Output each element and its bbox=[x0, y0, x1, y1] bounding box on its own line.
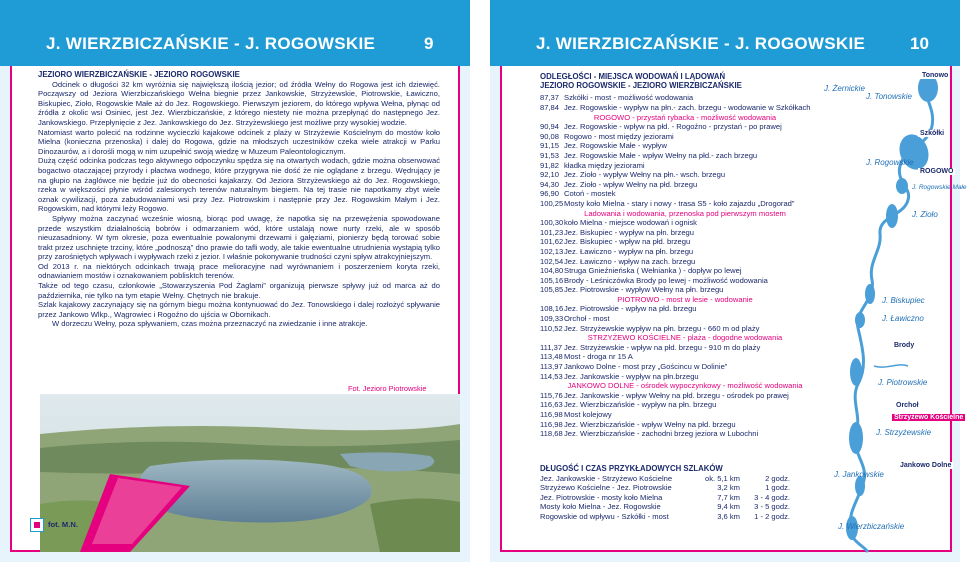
distance-km: 91,53 bbox=[540, 150, 560, 160]
paragraph: Także od tego czasu, członkowie „Stowarzyszenia Pod Żaglami” organizują pierwsze spływy już od marca aż do października, nie tylko na tym etapie Wełny. Chętnych nie brakuje. bbox=[38, 281, 440, 300]
distance-text: PIOTROWO - most w lesie - wodowanie bbox=[617, 294, 753, 304]
distance-km: 101,62 bbox=[540, 237, 564, 247]
distance-km: 91,15 bbox=[540, 141, 560, 151]
river-map bbox=[808, 66, 967, 552]
route-route: Jez. Jankowskie - Strzyżewo Kościelne bbox=[540, 473, 673, 483]
distance-km: 101,23 bbox=[540, 227, 564, 237]
distance-text: koło Mielna - miejsce wodowań i ognisk bbox=[564, 218, 697, 228]
distance-row bbox=[540, 420, 830, 430]
distance-km: 102,54 bbox=[540, 256, 564, 266]
distance-row bbox=[540, 189, 830, 199]
map-town: Brody bbox=[894, 342, 915, 349]
distance-row bbox=[540, 141, 830, 151]
distance-note bbox=[540, 381, 830, 391]
distance-text: Jez. Wierzbiczańskie - wpływ Wełny na płd. brzegu bbox=[564, 419, 736, 429]
distance-km: 102,13 bbox=[540, 246, 564, 256]
distance-text: Jez. Strzyżewskie wypływ na płn. brzegu - 660 m od plaży bbox=[564, 323, 760, 333]
distance-km: 105,16 bbox=[540, 275, 564, 285]
distance-text: Most - droga nr 15 A bbox=[564, 352, 633, 362]
distance-row bbox=[540, 324, 830, 334]
right-page-number: 10 bbox=[910, 34, 929, 53]
distance-row bbox=[540, 372, 830, 382]
distance-row bbox=[540, 400, 830, 410]
paragraph: Odcinek o długości 32 km wyróżnia się największą ilością jezior; od źródła Wełny do Rogowa jest ich dziewięć. Począwszy od Jeziora Wierzbiczańskiego Wełna biegnie przez Jankowskie, Strzyżewskie, Piotrowskie, Ławiczno, Biskupiec, Zioło, Rogowskie Małe aż do Jez. Rogowskiego. Pierwszym jeziorem, do którego wpływa Wełna, płynąc od źródła z okolic wsi Osiniec, jest Jez. Wierzbiczańskie, z którego niestety nie można przepłynąć do następnego Jez. Jankowskiego. Przepłynięcie z Jez. Jankowskiego do Jez. Strzyżewskiego jest możliwe przy wysokiej wodzie. bbox=[38, 79, 440, 127]
distance-heading: ODLEGŁOŚCI - MIEJSCA WODOWAŃ I LĄDOWAŃ bbox=[540, 72, 726, 81]
distance-text: Jez. Biskupiec - wpływ na płd. brzegu bbox=[564, 237, 691, 247]
distance-row bbox=[540, 170, 830, 180]
distance-row bbox=[540, 199, 830, 209]
map-label: J. Piotrowskie bbox=[878, 378, 928, 387]
map-label: J. Biskupiec bbox=[882, 296, 925, 305]
map-town: Szkółki bbox=[920, 130, 945, 137]
left-page bbox=[0, 0, 470, 562]
distance-km: 116,63 bbox=[540, 400, 563, 410]
distance-text: Jez. Rogowskie Małe - wypływ bbox=[564, 141, 667, 151]
map-label: J. Tonowskie bbox=[866, 92, 912, 101]
distance-text: Jez. Wierzbiczańskie - zachodni brzeg jeziora w Lubochni bbox=[564, 429, 759, 439]
distance-text: Jez. Rogowskie - wypływ na płn.- zach. brzegu - wodowanie w Szkółkach bbox=[564, 103, 811, 112]
map-label: J. Zioło bbox=[912, 210, 938, 219]
distance-text: Jez. Zioło - wypływ Wełny na płn.- wsch. brzegu bbox=[564, 170, 726, 180]
map-label: J. Strzyżewskie bbox=[876, 428, 932, 437]
distance-km: 90,94 bbox=[540, 122, 560, 132]
distance-text: Orchoł - most bbox=[564, 314, 610, 324]
distance-km: 100,25 bbox=[540, 198, 564, 208]
distance-row bbox=[540, 218, 830, 228]
distance-text: Jez. Wierzbiczańskie - wypływ na płn. brzegu bbox=[564, 400, 717, 410]
map-label: J. Wierzbiczańskie bbox=[838, 522, 905, 531]
distance-text: Cotoń - mostek bbox=[564, 189, 616, 199]
route-km: 7,7 km bbox=[717, 492, 740, 502]
story-text bbox=[38, 70, 440, 329]
distance-text: Most kolejowy bbox=[564, 410, 612, 419]
river-map-drawing bbox=[808, 66, 960, 552]
distance-note bbox=[540, 209, 830, 219]
left-header-title: J. WIERZBICZAŃSKIE - J. ROGOWSKIE bbox=[46, 34, 376, 53]
distance-km: 118,68 bbox=[540, 429, 563, 439]
right-header-title: J. WIERZBICZAŃSKIE - J. ROGOWSKIE bbox=[536, 34, 866, 53]
map-town: Strzyżewo Kościelne bbox=[894, 414, 964, 421]
distance-row bbox=[540, 237, 830, 247]
distance-km: 96,90 bbox=[540, 189, 560, 199]
distance-km: 110,52 bbox=[540, 323, 563, 333]
paragraph: Natomiast warto polecić na rodzinne wycieczki kajakowe odcinek z plaży w Strzyżewie Kościelnym do mostów koło Mielna (konieczna przenoska) i dalej do Rogowa, gdzie na młodszych uczestników czeka wiele atrakcji w Parku Dinozaurów, a i dorośli mogą w nim uzupełnić swoją wiedzę w Muzeum Paleontologicznym. bbox=[38, 127, 440, 156]
story-heading: JEZIORO WIERZBICZAŃSKIE - JEZIORO ROGOWSKIE bbox=[38, 70, 240, 79]
map-town: Tonowo bbox=[922, 72, 949, 79]
route-row bbox=[540, 493, 820, 503]
route-time: 2 godz. bbox=[765, 473, 790, 483]
distance-km: 91,82 bbox=[540, 160, 560, 170]
distance-text: Szkółki - most - możliwość wodowania bbox=[564, 93, 694, 103]
map-town: ROGOWO bbox=[920, 168, 954, 175]
distance-text: Jez. Biskupiec - wypływ na płn. brzegu bbox=[564, 227, 694, 237]
distance-row bbox=[540, 180, 830, 190]
distance-row bbox=[540, 103, 830, 113]
distance-row bbox=[540, 362, 830, 372]
distance-row bbox=[540, 93, 830, 103]
distance-row bbox=[540, 161, 830, 171]
paragraph: Dużą część odcinka podczas tego aktywnego odpoczynku spędza się na otwartych wodach, gdzie można obserwować bogactwo otaczającej przyrody i płactwa wodnego, które przygrywa nie dość że nie oglądane z brzegu. Wędrujący je na głupio na żaglówce nie będzie już do obecności kajakarzy. Od Jeziora Strzyżewskiego aż do Jez. Rogowskiego, rzeka w większości płynie wśród zalesionych terenów naturalnym biegiem. Na tej trasie nie napotkamy zbyt wiele oznak cywilizacji, poza zabudowaniami wsi przy Jez. Piotrowskim i następnie przy Jez. Rogowskim Małym i Jez. Rogowskim, nad którymi leży Rogowo. bbox=[38, 156, 440, 214]
distance-text: Jez. Piotrowskie - wypływ Wełny na płn. brzegu bbox=[564, 285, 724, 295]
distance-km: 94,30 bbox=[540, 179, 560, 189]
paragraph: Spływy można zaczynać wcześnie wiosną, biorąc pod uwagę, że napotka się na przewężenia spowodowane przede wszystkim działalnością bobrów i odmarzaniem wód, które ustalają nowe nurty rzeki, ale w sposób nieuzasadniony. W tym okresie, poza ewentualnie powalonymi drzewami i gałęziami, pionierzy będą torować sobie trakt przez uschnięte trzciny, które „podnoszą” dno prawie do tafli wody, ale takie ewentualne utrudnienia wystąpią tylko przy zarośniętych wpływach i wypływach rzeki z jezior. I właśnie pokonywanie trudności czyni spływ atrakcyjniejszym. bbox=[38, 213, 440, 262]
distance-text: Jez. Ławiczno - wpływ na zach. brzegu bbox=[564, 256, 696, 266]
paragraph: Od 2013 r. na niektórych odcinkach trwają prace melioracyjne nad wyrównaniem i poszerzeniem koryta rzeki, odnawianiem mostów i oznakowaniem poblisktch terenów. bbox=[38, 261, 440, 281]
right-page bbox=[490, 0, 967, 562]
distance-row bbox=[540, 122, 830, 132]
distance-km: 109,33 bbox=[540, 314, 564, 324]
route-route: Jez. Piotrowskie - mosty koło Mielna bbox=[540, 492, 663, 502]
distance-row bbox=[540, 228, 830, 238]
route-km: 3,6 km bbox=[717, 511, 740, 521]
distance-row bbox=[540, 285, 830, 295]
route-route: Mosty koło Mielna - Jez. Rogowskie bbox=[540, 502, 661, 512]
distance-text: Jez. Ławiczno - wypływ na płn. brzegu bbox=[564, 246, 694, 256]
distance-row bbox=[540, 391, 830, 401]
distance-note bbox=[540, 113, 830, 123]
distance-text: Rogowo - most między jeziorami bbox=[564, 131, 674, 141]
distance-row bbox=[540, 343, 830, 353]
route-times bbox=[540, 464, 820, 522]
distance-text: Ladowania i wodowania, przenoska pod pierwszym mostem bbox=[584, 208, 786, 218]
distance-row bbox=[540, 266, 830, 276]
distance-km: 116,98 bbox=[540, 410, 563, 419]
route-km: 3,2 km bbox=[717, 483, 740, 493]
distance-text: Brody - Leśniczówka Brody po lewej - możliwość wodowania bbox=[564, 275, 768, 285]
distance-text: Jez. Rogowskie Małe - wpływ Wełny na płd.- zach brzegu bbox=[564, 150, 758, 160]
route-time: 3 - 4 godz. bbox=[754, 492, 790, 502]
distance-text: Jez. Jankowskie - wpływ Wełny na płd. brzegu - ośrodek po prawej bbox=[564, 390, 789, 400]
route-times-heading: DŁUGOŚĆ I CZAS PRZYKŁADOWYCH SZLAKÓW bbox=[540, 464, 723, 473]
distance-km: 108,16 bbox=[540, 304, 564, 314]
author-logo-icon bbox=[30, 518, 44, 532]
distance-km: 113,48 bbox=[540, 352, 563, 362]
distance-text: Struga Gnieźnieńska ( Wełnianka ) - dopływ po lewej bbox=[564, 266, 742, 276]
distance-list bbox=[540, 72, 830, 439]
distance-km: 87,84 bbox=[540, 103, 560, 112]
route-time: 1 - 2 godz. bbox=[754, 511, 790, 521]
route-row bbox=[540, 483, 820, 493]
route-row bbox=[540, 502, 820, 512]
distance-text: JANKOWO DOLNE - ośrodek wypoczynkowy - możliwość wodowania bbox=[567, 381, 803, 391]
distance-text: kładka między jeziorami bbox=[564, 160, 645, 170]
route-row bbox=[540, 512, 820, 522]
route-km: 9,4 km bbox=[717, 502, 740, 512]
distance-text: Jez. Strzyżewskie - wpływ na płd. brzegu - 910 m do plaży bbox=[564, 342, 761, 352]
distance-km: 113,97 bbox=[540, 362, 563, 372]
distance-row bbox=[540, 247, 830, 257]
distance-row bbox=[540, 314, 830, 324]
route-route: Strzyżewo Kościelne - Jez. Piotrowskie bbox=[540, 483, 672, 493]
map-town: Orchoł bbox=[896, 402, 919, 409]
map-town: Jankowo Dolne bbox=[900, 462, 952, 469]
distance-km: 90,08 bbox=[540, 131, 560, 141]
map-label: J. Rogowskie bbox=[866, 158, 914, 167]
map-label: J. Jankowskie bbox=[834, 470, 884, 479]
distance-text: ROGOWO - przystań rybacka - możliwość wodowania bbox=[593, 112, 777, 122]
distance-row bbox=[540, 257, 830, 267]
left-header bbox=[0, 0, 470, 66]
left-page-number: 9 bbox=[424, 34, 434, 53]
lake-photo bbox=[40, 394, 460, 552]
route-time: 3 - 5 godz. bbox=[754, 502, 790, 512]
route-time: 1 godz. bbox=[765, 483, 790, 493]
distance-text: Jankowo Dolne - most przy „Gościncu w Dolinie” bbox=[564, 362, 728, 372]
distance-text: Jez. Rogowskie - wpływ na płd. - Rogoźno - przystań - po prawej bbox=[564, 122, 782, 132]
distance-km: 114,53 bbox=[540, 371, 563, 381]
distance-row bbox=[540, 151, 830, 161]
distance-note bbox=[540, 295, 830, 305]
route-route: Rogowskie od wpływu - Szkółki - most bbox=[540, 511, 669, 521]
distance-row bbox=[540, 132, 830, 142]
distance-km: 111,37 bbox=[540, 342, 563, 352]
distance-subheading: JEZIORO ROGOWSKIE - JEZIORO WIERZBICZAŃSKIE bbox=[540, 81, 742, 91]
map-label: J. Żernickie bbox=[824, 84, 865, 93]
distance-text: Jez. Zioło - wpływ Wełny na płd. brzegu bbox=[564, 179, 698, 189]
distance-text: Jez. Piotrowskie - wpływ na płd. brzegu bbox=[564, 304, 697, 314]
distance-km: 115,76 bbox=[540, 390, 563, 400]
map-label: J. Rogowskie Małe bbox=[912, 184, 967, 191]
distance-note bbox=[540, 333, 830, 343]
route-km: ok. 5,1 km bbox=[704, 473, 740, 483]
distance-km: 92,10 bbox=[540, 170, 560, 180]
photo-caption: Fot. Jezioro Piotrowskie bbox=[348, 384, 427, 393]
distance-row bbox=[540, 429, 830, 439]
distance-row bbox=[540, 276, 830, 286]
right-header bbox=[490, 0, 960, 66]
map-label: J. Ławiczno bbox=[882, 314, 924, 323]
paragraph: W dorzeczu Wełny, poza spływaniem, czas można przeznaczyć na zwiedzanie i inne atrakcje. bbox=[52, 319, 368, 329]
distance-km: 116,98 bbox=[540, 419, 563, 429]
route-row bbox=[540, 474, 820, 484]
distance-km: 87,37 bbox=[540, 93, 560, 103]
distance-km: 104,80 bbox=[540, 266, 564, 276]
distance-rows bbox=[540, 93, 830, 438]
route-times-rows bbox=[540, 474, 820, 522]
distance-row bbox=[540, 352, 830, 362]
distance-km: 100,30 bbox=[540, 218, 564, 228]
distance-km: 105,85 bbox=[540, 285, 564, 295]
photo-author: fot. M.N. bbox=[48, 520, 78, 529]
paragraph: Szlak kajakowy zaczynający się na górnym biegu można kontynuować do Jez. Tonowskiego i dalej rozłożyć spływanie przez Jankowo Wlkp., Wągrowiec i Rogoźno do ujścia w Obornikach. bbox=[38, 300, 440, 319]
distance-text: Mosty koło Mielna - stary i nowy - trasa S5 - koło zajazdu „Drogorad” bbox=[564, 198, 795, 208]
distance-text: Jez. Jankowskie - wypływ na płn.brzegu bbox=[564, 371, 699, 381]
page-gutter bbox=[470, 0, 490, 562]
distance-text: STRZYŻEWO KOŚCIELNE - plaża - dogodne wodowania bbox=[587, 333, 783, 343]
distance-row bbox=[540, 410, 830, 420]
distance-row bbox=[540, 304, 830, 314]
